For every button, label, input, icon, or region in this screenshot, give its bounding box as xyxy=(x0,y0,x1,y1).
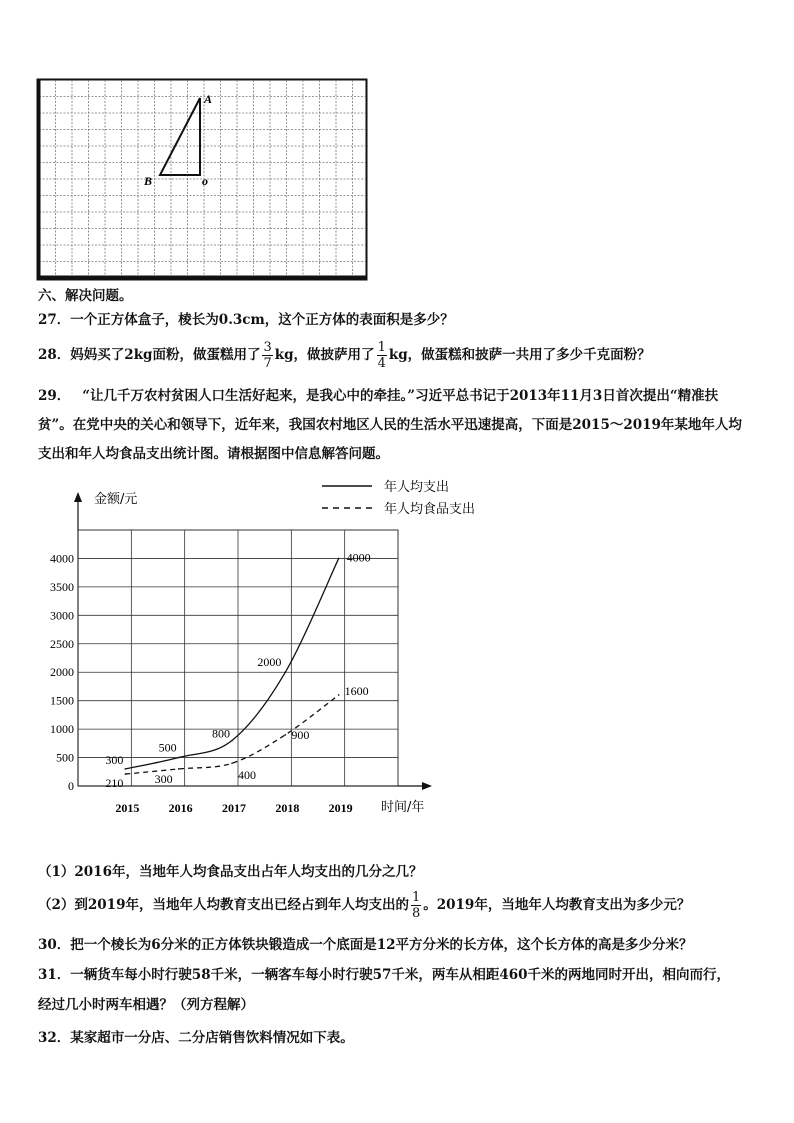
data-label: 800 xyxy=(212,726,230,741)
data-point xyxy=(178,768,180,770)
label-o: o xyxy=(202,174,208,188)
question-30 xyxy=(38,936,692,954)
y-tick-label: 2500 xyxy=(50,636,74,651)
y-tick-label: 3000 xyxy=(50,608,74,623)
x-axis-title: 时间/年 xyxy=(381,800,425,815)
data-point xyxy=(125,773,127,775)
y-tick-label: 0 xyxy=(68,779,74,793)
label-b: B xyxy=(144,174,153,188)
x-axis-arrow xyxy=(422,782,432,790)
section-title: 六、解决问题。 xyxy=(38,288,133,304)
fraction-1-8: $\frac{1}{8}$ xyxy=(411,890,421,921)
q31-number: 31． xyxy=(38,967,71,983)
data-point xyxy=(231,762,233,764)
data-point xyxy=(338,558,340,560)
data-point xyxy=(285,671,287,673)
y-tick-label: 3500 xyxy=(50,579,74,594)
grid-figure xyxy=(36,78,370,282)
question-31-line2: 经过几小时两车相遇？（列方程解） xyxy=(38,997,254,1013)
q30-text: 把一个棱长为6分米的正方体铁块锻造成一个底面是12平方分米的长方体，这个长方体的高是多少分米？ xyxy=(70,937,693,953)
label-a: A xyxy=(204,92,213,106)
question-32 xyxy=(38,1029,354,1047)
legend-label-1: 年人均支出 xyxy=(384,480,450,495)
question-28 xyxy=(38,340,651,371)
question-27 xyxy=(38,311,454,329)
data-point xyxy=(231,740,233,742)
q29-sub2-part1: （2）到2019年，当地年人均教育支出已经占到年人均支出的 xyxy=(38,897,409,913)
fraction-3-7: $\frac{3}{7}$ xyxy=(263,340,272,371)
data-label: 300 xyxy=(154,771,173,786)
q28-part3: kg，做蛋糕和披萨一共用了多少千克面粉？ xyxy=(388,347,651,363)
line-chart xyxy=(38,476,498,822)
data-label: 400 xyxy=(238,768,256,783)
y-axis-title: 金额/元 xyxy=(94,492,138,507)
x-tick-label: 2018 xyxy=(275,801,300,815)
x-tick-label: 2017 xyxy=(222,801,246,815)
y-tick-label: 500 xyxy=(56,750,74,765)
y-tick-label: 1500 xyxy=(50,693,74,708)
data-label: 1600 xyxy=(344,683,369,698)
q30-number: 30． xyxy=(38,937,71,953)
q29-sub2-part2: 。2019年，当地年人均教育支出为多少元？ xyxy=(423,897,691,913)
data-label: 900 xyxy=(291,727,310,742)
x-tick-label: 2016 xyxy=(168,801,193,815)
q29-line1: “让几千万农村贫困人口生活好起来，是我心中的牵挂。”习近平总书记于2013年11月3日首次提出“精准扶 xyxy=(82,388,719,404)
data-point xyxy=(178,757,180,759)
q28-number: 28． xyxy=(38,347,71,363)
data-point xyxy=(125,768,127,770)
legend-label-2: 年人均食品支出 xyxy=(384,502,476,517)
fraction-1-4: $\frac{1}{4}$ xyxy=(377,340,386,371)
y-tick-label: 2000 xyxy=(50,665,74,680)
data-label: 300 xyxy=(105,752,124,767)
data-point xyxy=(285,734,287,736)
data-label: 4000 xyxy=(346,550,371,565)
data-label: 500 xyxy=(158,740,177,755)
y-tick-label: 4000 xyxy=(50,551,74,566)
q29-number: 29． xyxy=(38,388,71,404)
q31-line1: 一辆货车每小时行驶58千米，一辆客车每小时行驶57千米，两车从相距460千米的两地同时开出，相向而行， xyxy=(70,967,731,983)
q32-text: 某家超市一分店、二分店销售饮料情况如下表。 xyxy=(70,1030,354,1046)
q28-part2: kg，做披萨用了 xyxy=(274,347,375,363)
data-label: 210 xyxy=(105,776,124,791)
question-29-sub1: （1）2016年，当地年人均食品支出占年人均支出的几分之几？ xyxy=(38,864,423,880)
question-29-sub2 xyxy=(38,890,690,921)
q27-text: 一个正方体盒子，棱长为0.3cm，这个正方体的表面积是多少？ xyxy=(70,312,454,328)
question-31-line1 xyxy=(38,966,730,984)
data-point xyxy=(338,694,340,696)
data-label: 2000 xyxy=(257,655,282,670)
question-29-line2: 贫”。在党中央的关心和领导下，近年来，我国农村地区人民的生活水平迅速提高，下面是2015～2019年某地年人均 xyxy=(38,417,742,433)
question-29-line1 xyxy=(38,387,718,405)
q27-number: 27． xyxy=(38,312,71,328)
x-tick-label: 2019 xyxy=(328,801,353,815)
y-tick-label: 1000 xyxy=(50,722,74,737)
x-tick-label: 2015 xyxy=(115,801,140,815)
question-29-line3: 支出和年人均食品支出统计图。请根据图中信息解答问题。 xyxy=(38,446,389,462)
q28-part1: 妈妈买了2kg面粉，做蛋糕用了 xyxy=(70,347,261,363)
q32-number: 32． xyxy=(38,1030,71,1046)
y-axis-arrow xyxy=(74,492,82,502)
